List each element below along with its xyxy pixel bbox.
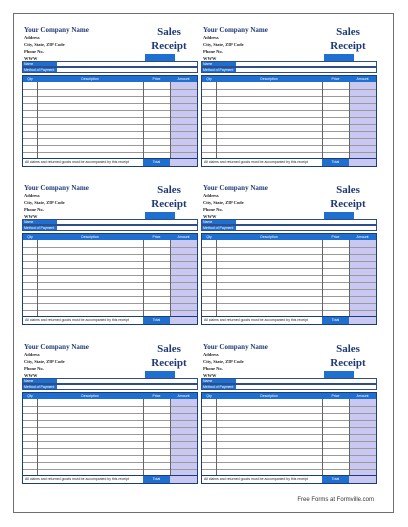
sales-receipt: [21, 172, 199, 329]
payment-method-field[interactable]: [201, 384, 377, 390]
address-line: Address: [203, 35, 219, 40]
phone-number: Phone No.: [203, 207, 223, 212]
column-divider: [322, 82, 323, 161]
date-field[interactable]: [324, 212, 354, 219]
items-table: [201, 75, 377, 167]
column-price: Price: [152, 394, 161, 398]
sales-receipt: [21, 331, 199, 488]
date-field[interactable]: [324, 371, 354, 378]
address-line: Address: [203, 193, 219, 198]
city-state-zip: City, State, ZIP Code: [24, 200, 65, 205]
table-footer: [23, 475, 197, 483]
column-qty: Qty: [27, 394, 33, 398]
column-amount: Amount: [356, 235, 369, 239]
amount-column-fill: [170, 399, 197, 478]
receipt-title-line1: Sales: [157, 184, 181, 196]
column-price: Price: [331, 77, 340, 81]
column-divider: [322, 240, 323, 319]
items-table: [201, 392, 377, 484]
column-divider: [170, 240, 171, 319]
table-footer: [23, 316, 197, 324]
items-table: [22, 75, 198, 167]
name-label: Name: [202, 62, 236, 66]
amount-column-fill: [349, 399, 376, 478]
payment-method-field[interactable]: [201, 225, 377, 231]
column-description: Description: [260, 77, 278, 81]
column-qty: Qty: [27, 235, 33, 239]
column-description: Description: [81, 394, 99, 398]
receipt-title-line1: Sales: [157, 26, 181, 38]
name-label: Name: [23, 62, 57, 66]
total-field[interactable]: [170, 317, 197, 324]
total-label: Total: [143, 317, 170, 324]
total-label: Total: [322, 476, 349, 483]
column-description: Description: [260, 235, 278, 239]
column-divider: [216, 82, 217, 161]
items-table: [22, 392, 198, 484]
total-label: Total: [143, 476, 170, 483]
city-state-zip: City, State, ZIP Code: [203, 359, 244, 364]
total-field[interactable]: [349, 476, 376, 483]
date-field[interactable]: [145, 371, 175, 378]
column-divider: [37, 82, 38, 161]
name-label: Name: [202, 379, 236, 383]
payment-method-field[interactable]: [22, 67, 198, 73]
returns-note: All claims and returned goods must be accompanied by this receipt: [204, 160, 308, 164]
column-divider: [143, 82, 144, 161]
website: WWW: [203, 373, 217, 378]
company-name: Your Company Name: [203, 26, 268, 34]
column-qty: Qty: [206, 235, 212, 239]
payment-method-field[interactable]: [201, 67, 377, 73]
address-line: Address: [24, 35, 40, 40]
column-divider: [170, 399, 171, 478]
website: WWW: [24, 373, 38, 378]
column-price: Price: [331, 235, 340, 239]
payment-method-label: Method of Payment: [202, 385, 236, 389]
receipt-title-line1: Sales: [336, 26, 360, 38]
table-footer: [23, 158, 197, 166]
items-table: [22, 233, 198, 325]
sales-receipt: [21, 14, 199, 171]
column-price: Price: [331, 394, 340, 398]
receipt-title-line1: Sales: [336, 184, 360, 196]
total-label: Total: [143, 159, 170, 166]
column-divider: [37, 399, 38, 478]
company-name: Your Company Name: [203, 184, 268, 192]
payment-method-field[interactable]: [22, 384, 198, 390]
address-line: Address: [24, 352, 40, 357]
company-name: Your Company Name: [24, 184, 89, 192]
city-state-zip: City, State, ZIP Code: [203, 42, 244, 47]
items-table: [201, 233, 377, 325]
table-footer: [202, 158, 376, 166]
column-divider: [143, 399, 144, 478]
formville-credit[interactable]: Free Forms at Formville.com: [297, 497, 374, 503]
receipt-title-line2: Receipt: [151, 40, 187, 52]
table-footer: [202, 475, 376, 483]
column-price: Price: [152, 77, 161, 81]
phone-number: Phone No.: [203, 366, 223, 371]
column-divider: [143, 240, 144, 319]
name-label: Name: [202, 220, 236, 224]
address-line: Address: [203, 352, 219, 357]
column-description: Description: [260, 394, 278, 398]
returns-note: All claims and returned goods must be accompanied by this receipt: [204, 477, 308, 481]
payment-method-label: Method of Payment: [202, 226, 236, 230]
total-label: Total: [322, 159, 349, 166]
total-field[interactable]: [349, 159, 376, 166]
receipt-title-line2: Receipt: [330, 357, 366, 369]
city-state-zip: City, State, ZIP Code: [24, 359, 65, 364]
column-price: Price: [152, 235, 161, 239]
column-qty: Qty: [27, 77, 33, 81]
column-divider: [349, 240, 350, 319]
payment-method-field[interactable]: [22, 225, 198, 231]
phone-number: Phone No.: [24, 49, 44, 54]
column-divider: [349, 399, 350, 478]
total-field[interactable]: [170, 159, 197, 166]
total-field[interactable]: [170, 476, 197, 483]
returns-note: All claims and returned goods must be accompanied by this receipt: [25, 477, 129, 481]
date-field[interactable]: [145, 212, 175, 219]
payment-method-label: Method of Payment: [23, 68, 57, 72]
date-field[interactable]: [324, 54, 354, 61]
phone-number: Phone No.: [24, 207, 44, 212]
amount-column-fill: [349, 82, 376, 161]
website: WWW: [203, 56, 217, 61]
company-name: Your Company Name: [24, 26, 89, 34]
amount-column-fill: [170, 240, 197, 319]
name-label: Name: [23, 220, 57, 224]
column-divider: [170, 82, 171, 161]
total-label: Total: [322, 317, 349, 324]
date-field[interactable]: [145, 54, 175, 61]
website: WWW: [24, 214, 38, 219]
returns-note: All claims and returned goods must be accompanied by this receipt: [204, 318, 308, 322]
column-amount: Amount: [177, 77, 190, 81]
website: WWW: [203, 214, 217, 219]
receipt-title-line2: Receipt: [330, 198, 366, 210]
company-name: Your Company Name: [203, 343, 268, 351]
sales-receipt: [200, 172, 378, 329]
returns-note: All claims and returned goods must be accompanied by this receipt: [25, 318, 129, 322]
receipt-title-line2: Receipt: [151, 357, 187, 369]
website: WWW: [24, 56, 38, 61]
city-state-zip: City, State, ZIP Code: [24, 42, 65, 47]
column-qty: Qty: [206, 77, 212, 81]
column-divider: [216, 399, 217, 478]
column-description: Description: [81, 235, 99, 239]
phone-number: Phone No.: [203, 49, 223, 54]
column-divider: [216, 240, 217, 319]
payment-method-label: Method of Payment: [23, 385, 57, 389]
column-divider: [349, 82, 350, 161]
name-label: Name: [23, 379, 57, 383]
column-description: Description: [81, 77, 99, 81]
sales-receipt: [200, 14, 378, 171]
table-footer: [202, 316, 376, 324]
payment-method-label: Method of Payment: [202, 68, 236, 72]
column-amount: Amount: [356, 394, 369, 398]
amount-column-fill: [170, 82, 197, 161]
column-qty: Qty: [206, 394, 212, 398]
sales-receipt: [200, 331, 378, 488]
column-amount: Amount: [177, 394, 190, 398]
payment-method-label: Method of Payment: [23, 226, 57, 230]
total-field[interactable]: [349, 317, 376, 324]
form-page: [13, 13, 394, 513]
city-state-zip: City, State, ZIP Code: [203, 200, 244, 205]
receipt-title-line1: Sales: [336, 343, 360, 355]
column-divider: [37, 240, 38, 319]
receipt-title-line1: Sales: [157, 343, 181, 355]
receipt-title-line2: Receipt: [330, 40, 366, 52]
returns-note: All claims and returned goods must be accompanied by this receipt: [25, 160, 129, 164]
column-divider: [322, 399, 323, 478]
column-amount: Amount: [356, 77, 369, 81]
phone-number: Phone No.: [24, 366, 44, 371]
company-name: Your Company Name: [24, 343, 89, 351]
address-line: Address: [24, 193, 40, 198]
receipt-title-line2: Receipt: [151, 198, 187, 210]
column-amount: Amount: [177, 235, 190, 239]
amount-column-fill: [349, 240, 376, 319]
